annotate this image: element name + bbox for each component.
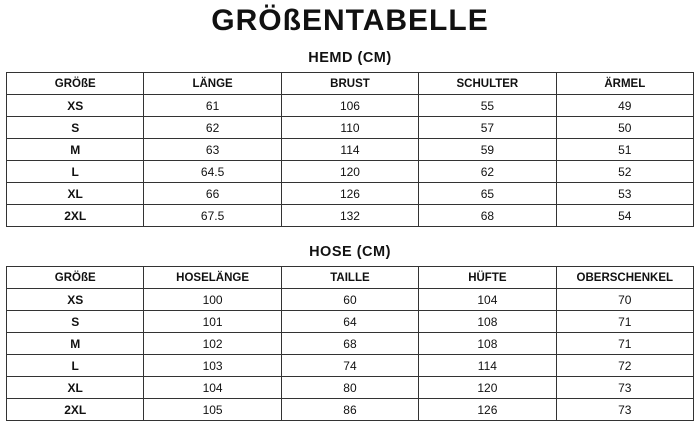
size-label-cell: L xyxy=(7,161,144,183)
measurement-cell: 68 xyxy=(281,333,418,355)
table-row xyxy=(7,289,694,311)
measurement-cell: 68 xyxy=(419,205,556,227)
column-header: OBERSCHENKEL xyxy=(556,267,693,289)
measurement-cell: 108 xyxy=(419,311,556,333)
measurement-cell: 64.5 xyxy=(144,161,281,183)
measurement-cell: 100 xyxy=(144,289,281,311)
table-row xyxy=(7,355,694,377)
measurement-cell: 55 xyxy=(419,95,556,117)
column-header: BRUST xyxy=(281,73,418,95)
pants-table-title: HOSE (CM) xyxy=(309,244,391,260)
measurement-cell: 60 xyxy=(281,289,418,311)
column-header: GRÖßE xyxy=(7,73,144,95)
measurement-cell: 120 xyxy=(281,161,418,183)
page-title: GRÖßENTABELLE xyxy=(211,4,489,37)
column-header: SCHULTER xyxy=(419,73,556,95)
measurement-cell: 108 xyxy=(419,333,556,355)
measurement-cell: 104 xyxy=(419,289,556,311)
measurement-cell: 50 xyxy=(556,117,693,139)
table-header-row xyxy=(7,73,694,95)
column-header: GRÖßE xyxy=(7,267,144,289)
size-label-cell: XS xyxy=(7,95,144,117)
table-row xyxy=(7,377,694,399)
size-label-cell: S xyxy=(7,117,144,139)
table-row xyxy=(7,117,694,139)
pants-size-table xyxy=(6,266,694,421)
measurement-cell: 49 xyxy=(556,95,693,117)
measurement-cell: 70 xyxy=(556,289,693,311)
measurement-cell: 86 xyxy=(281,399,418,421)
measurement-cell: 80 xyxy=(281,377,418,399)
table-row xyxy=(7,399,694,421)
measurement-cell: 114 xyxy=(281,139,418,161)
measurement-cell: 104 xyxy=(144,377,281,399)
table-row xyxy=(7,183,694,205)
measurement-cell: 72 xyxy=(556,355,693,377)
measurement-cell: 73 xyxy=(556,399,693,421)
measurement-cell: 114 xyxy=(419,355,556,377)
measurement-cell: 71 xyxy=(556,333,693,355)
measurement-cell: 53 xyxy=(556,183,693,205)
size-label-cell: XL xyxy=(7,377,144,399)
table-row xyxy=(7,139,694,161)
measurement-cell: 61 xyxy=(144,95,281,117)
size-label-cell: M xyxy=(7,333,144,355)
measurement-cell: 101 xyxy=(144,311,281,333)
measurement-cell: 51 xyxy=(556,139,693,161)
size-label-cell: M xyxy=(7,139,144,161)
measurement-cell: 62 xyxy=(144,117,281,139)
size-label-cell: S xyxy=(7,311,144,333)
table-row xyxy=(7,333,694,355)
measurement-cell: 120 xyxy=(419,377,556,399)
size-label-cell: XS xyxy=(7,289,144,311)
size-label-cell: 2XL xyxy=(7,205,144,227)
measurement-cell: 62 xyxy=(419,161,556,183)
measurement-cell: 102 xyxy=(144,333,281,355)
measurement-cell: 74 xyxy=(281,355,418,377)
measurement-cell: 57 xyxy=(419,117,556,139)
measurement-cell: 126 xyxy=(281,183,418,205)
measurement-cell: 73 xyxy=(556,377,693,399)
size-label-cell: XL xyxy=(7,183,144,205)
size-label-cell: L xyxy=(7,355,144,377)
column-header: LÄNGE xyxy=(144,73,281,95)
table-row xyxy=(7,161,694,183)
measurement-cell: 106 xyxy=(281,95,418,117)
measurement-cell: 63 xyxy=(144,139,281,161)
measurement-cell: 67.5 xyxy=(144,205,281,227)
table-row xyxy=(7,311,694,333)
measurement-cell: 126 xyxy=(419,399,556,421)
column-header: HÜFTE xyxy=(419,267,556,289)
shirt-size-table xyxy=(6,72,694,227)
measurement-cell: 54 xyxy=(556,205,693,227)
measurement-cell: 59 xyxy=(419,139,556,161)
column-header: TAILLE xyxy=(281,267,418,289)
measurement-cell: 71 xyxy=(556,311,693,333)
measurement-cell: 52 xyxy=(556,161,693,183)
column-header: ÄRMEL xyxy=(556,73,693,95)
measurement-cell: 103 xyxy=(144,355,281,377)
measurement-cell: 65 xyxy=(419,183,556,205)
measurement-cell: 110 xyxy=(281,117,418,139)
table-row xyxy=(7,95,694,117)
measurement-cell: 66 xyxy=(144,183,281,205)
column-header: HOSELÄNGE xyxy=(144,267,281,289)
size-label-cell: 2XL xyxy=(7,399,144,421)
table-header-row xyxy=(7,267,694,289)
measurement-cell: 105 xyxy=(144,399,281,421)
measurement-cell: 132 xyxy=(281,205,418,227)
shirt-table-title: HEMD (CM) xyxy=(308,50,392,66)
table-row xyxy=(7,205,694,227)
measurement-cell: 64 xyxy=(281,311,418,333)
